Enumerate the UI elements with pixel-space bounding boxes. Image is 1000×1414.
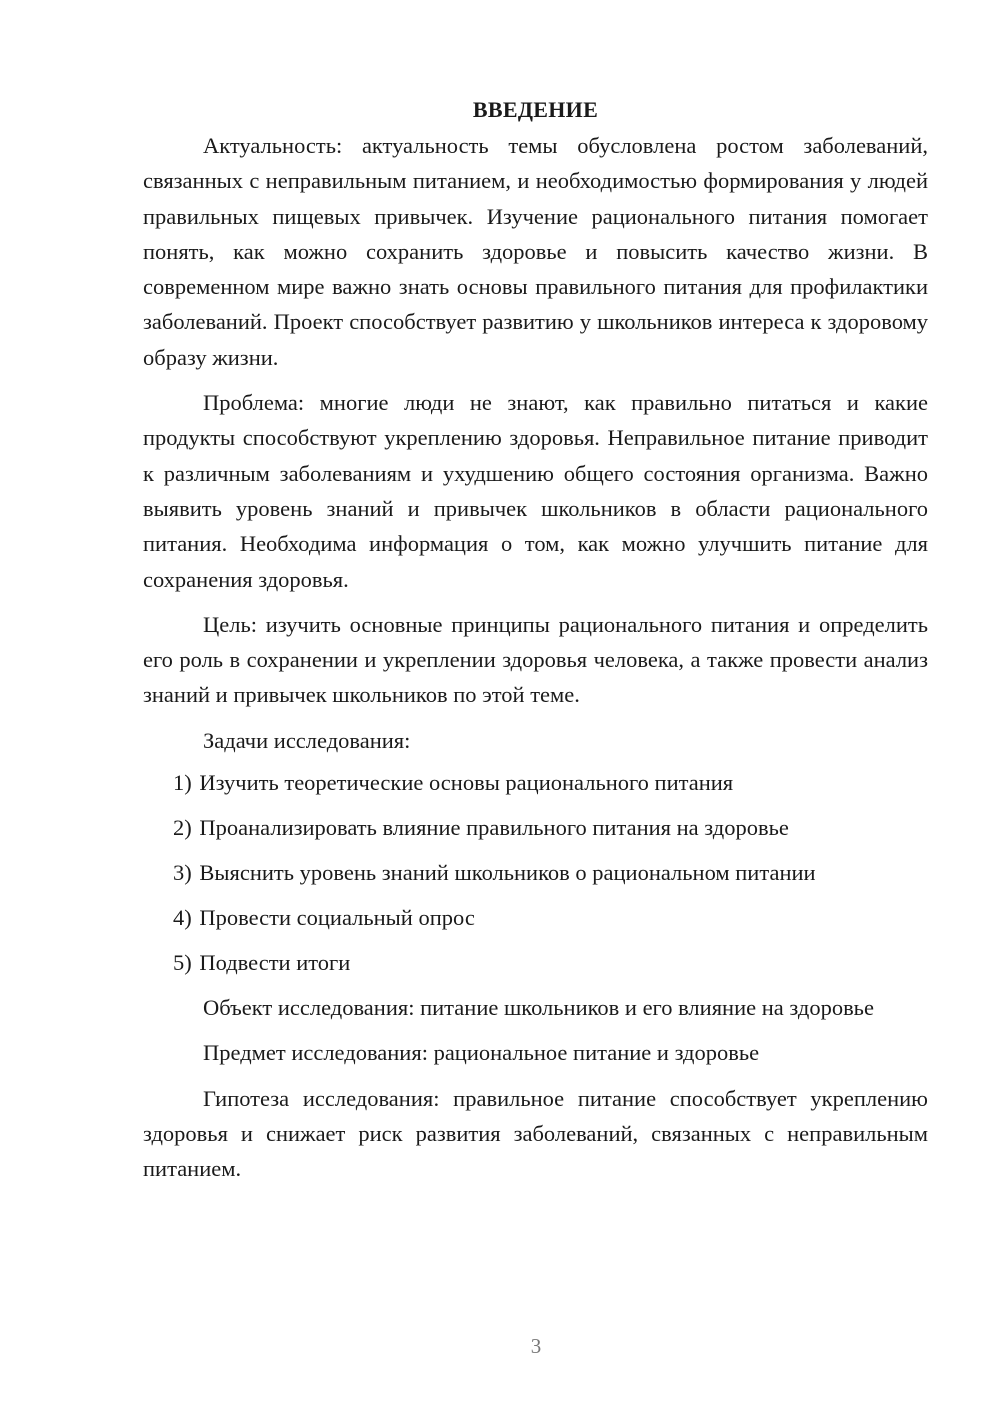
page-content [143,92,928,1187]
task-text: Изучить теоретические основы рационального питания [199,770,734,796]
task-text: Проанализировать влияние правильного питания на здоровье [199,815,789,841]
task-text: Провести социальный опрос [199,905,475,931]
task-item-2 [143,810,928,845]
task-number: 5) [173,950,192,976]
task-text: Подвести итоги [199,950,351,976]
task-text: Выяснить уровень знаний школьников о рациональном питании [199,860,816,886]
page-number: 3 [530,1334,542,1358]
task-list [143,765,928,980]
task-item-5 [143,945,928,980]
task-item-1 [143,765,928,800]
task-item-4 [143,900,928,935]
subject-paragraph: Предмет исследования: рациональное питание и здоровье [203,1040,760,1066]
page-title: ВВЕДЕНИЕ [472,97,599,122]
tasks-heading: Задачи исследования: [203,727,411,753]
object-paragraph: Объект исследования: питание школьников и его влияние на здоровье [203,995,874,1021]
task-item-3 [143,855,928,890]
goal-paragraph: Цель: изучить основные принципы рационального питания и определить его роль в сохранении и укреплении здоровья человека, а также провести анализ знаний и привычек школьников по этой теме. [143,611,928,708]
task-number: 1) [173,770,192,796]
hypothesis-paragraph: Гипотеза исследования: правильное питание способствует укреплению здоровья и снижает риск развития заболеваний, связанных с неправильным питанием. [143,1085,928,1182]
problem-paragraph: Проблема: многие люди не знают, как правильно питаться и какие продукты способствуют укреплению здоровья. Неправильное питание приводит к различным заболеваниям и ухудшению общего состояния организма. Важно выявить уровень знаний и привычек школьников в области рационального питания. Необходима информация о том, как можно улучшить питание для сохранения здоровья. [143,390,928,592]
task-number: 3) [173,860,192,886]
task-number: 2) [173,815,192,841]
task-number: 4) [173,905,192,931]
relevance-paragraph: Актуальность: актуальность темы обусловлена ростом заболеваний, связанных с неправильным питанием, и необходимостью формирования у людей правильных пищевых привычек. Изучение рационального питания помогает понять, как можно сохранить здоровье и повысить качество жизни. В современном мире важно знать основы правильного питания для профилактики заболеваний. Проект способствует развитию у школьников интереса к здоровому образу жизни. [143,133,928,370]
